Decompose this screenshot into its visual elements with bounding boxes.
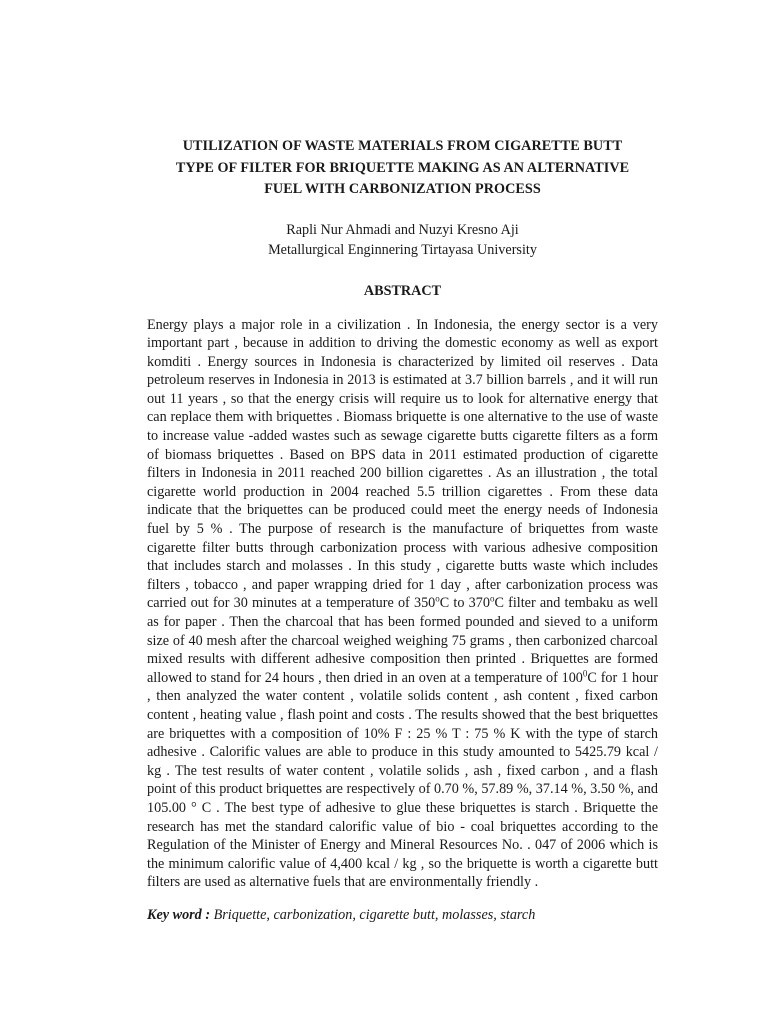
paper-title	[147, 136, 658, 201]
abstract-text: C to 370	[439, 595, 490, 612]
keywords-line	[147, 906, 658, 925]
superscript: o	[435, 593, 440, 604]
abstract-text: Energy plays a major role in a civilization . In Indonesia, the energy sector is a very important part , because in addition to driving the domestic economy as well as export komditi . Energy sources in Indonesia is characterized by limited oil reserves . Data petroleum reserves in Indonesia in 2013 is estimated at 3.7 billion barrels , and it will run out 11 years , so that the energy crisis will require us to look for alternative energy that can replace them with briquettes . Biomass briquette is one alternative to the use of waste to increase value -added wastes such as sewage cigarette butts cigarette filters as a form of biomass briquettes . Based on BPS data in 2011 estimated production of cigarette filters in Indonesia in 2011 reached 200 billion cigarettes . As an illustration , the total cigarette world production in 2004 reached 5.5 trillion cigarettes . From these data indicate that the briquettes can be produced could meet the energy needs of Indonesia fuel by 5 % . The purpose of research is the manufacture of briquettes from waste cigarette filter butts through carbonization process with various adhesive composition that includes starch and molasses . In this study , cigarette butts waste which includes filters , tobacco , and paper wrapping dried for 1 day , after carbonization process was carried out for 30 minutes at a temperature of 350	[147, 316, 658, 612]
keywords-label: Key word :	[147, 907, 211, 924]
abstract-text: C for 1 hour , then analyzed the water content , volatile solids content , ash content , fixed carbon content , heating value , flash point and costs . The results showed that the best briquettes are briquettes with a composition of 10% F : 25 % T : 75 % K with the type of starch adhesive . Calorific values are able to produce in this study amounted to 5425.79 kcal / kg . The test results of water content , volatile solids , ash , fixed carbon , and a flash point of this product briquettes are respectively of 0.70 %, 57.89 %, 37.14 %, 3.50 %, and 105.00 ° C . The best type of adhesive to glue these briquettes is starch . Briquette the research has met the standard calorific value of bio - coal briquettes according to the Regulation of the Minister of Energy and Mineral Resources No. . 047 of 2006 which is the minimum calorific value of 4,400 kcal / kg , so the briquette is worth a cigarette butt filters are used as alternative fuels that are environmentally friendly .	[147, 669, 658, 891]
superscript: 0	[582, 668, 588, 679]
superscript: o	[489, 593, 495, 604]
title-line: UTILIZATION OF WASTE MATERIALS FROM CIGARETTE BUTT	[182, 138, 623, 154]
author-block	[147, 220, 658, 260]
keywords-text: Briquette, carbonization, cigarette butt, molasses, starch	[210, 907, 536, 924]
abstract-body	[147, 316, 658, 892]
title-line: TYPE OF FILTER FOR BRIQUETTE MAKING AS AN ALTERNATIVE	[175, 159, 630, 176]
title-line: FUEL WITH CARBONIZATION PROCESS	[264, 181, 541, 197]
author-names: Rapli Nur Ahmadi and Nuzyi Kresno Aji	[286, 221, 519, 238]
abstract-text: C filter and tembaku as well as for paper . Then the charcoal that has been formed pounded and sieved to a uniform size of 40 mesh after the charcoal weighed weighing 75 grams , then carbonized charcoal mixed results with different adhesive composition then printed . Briquettes are formed allowed to stand for 24 hours , then dried in an oven at a temperature of 100	[147, 595, 659, 686]
abstract-heading: ABSTRACT	[363, 282, 442, 299]
paper-page	[147, 136, 658, 925]
author-affiliation: Metallurgical Enginnering Tirtayasa University	[268, 241, 537, 258]
